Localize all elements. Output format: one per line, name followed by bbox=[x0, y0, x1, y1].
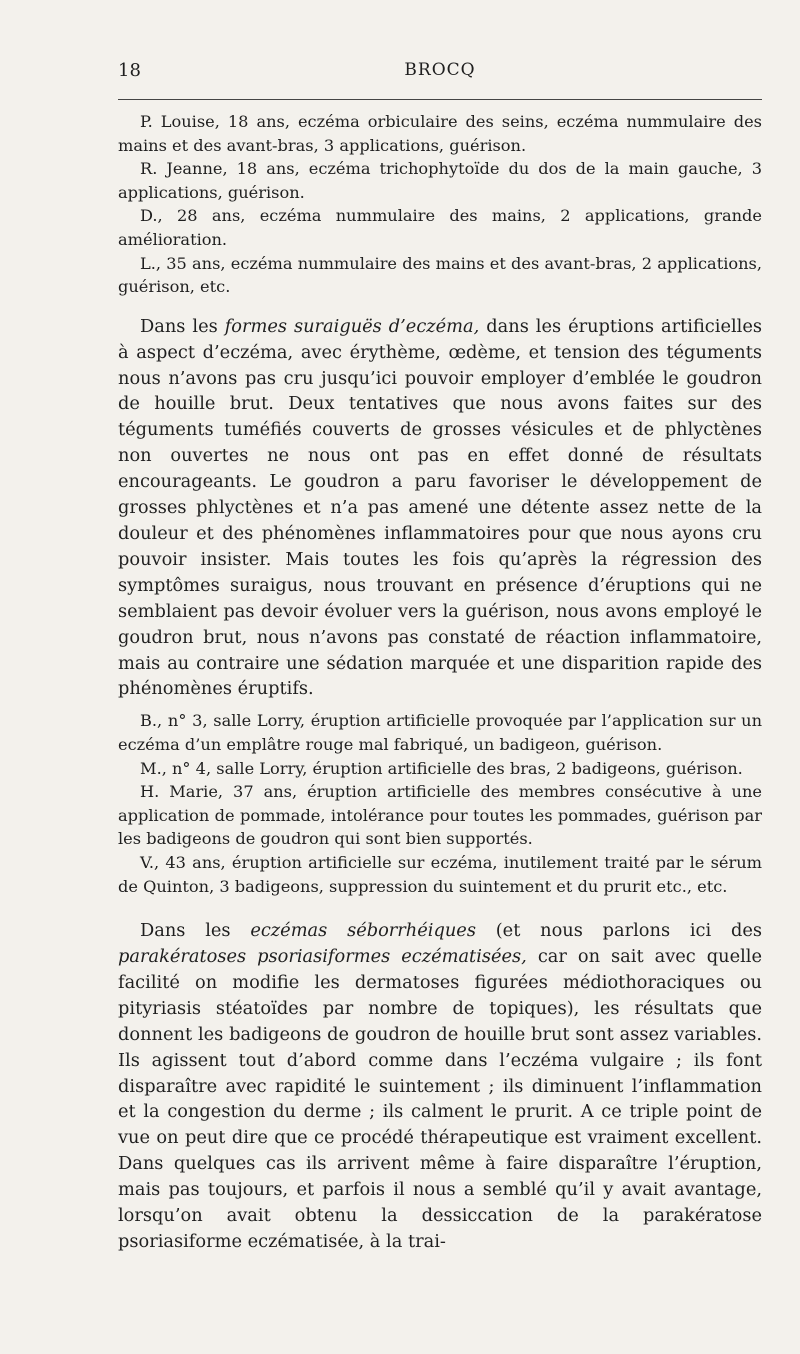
text-run: Dans les bbox=[140, 315, 225, 337]
text-run: (et nous parlons ici des bbox=[475, 920, 762, 942]
case-entry: R. Jeanne, 18 ans, eczéma trichophytoïde du dos de la main gauche, 3 applications, guérison. bbox=[118, 159, 762, 202]
case-entry: L., 35 ans, eczéma nummulaire des mains et des avant-bras, 2 applications, guérison, etc. bbox=[118, 253, 762, 297]
italic-term: formes suraiguës d’eczéma, bbox=[224, 315, 480, 337]
text-run: car on sait avec quelle facilité on modifie les dermatoses figurées médiothoraciques ou pityriasis stéatoïdes par nombre de topiques), les résultats que donnent les badigeons de goudron de houille brut sont assez variables. Ils agissent tout d’abord comme dans l’eczéma vulgaire ; ils font disparaître avec rapidité le suintement ; ils diminuent l’inflammation et la congestion du derme ; ils calment le prurit. A ce triple point de vue on peut dire que ce procédé thérapeutique est vraiment excellent. Dans quelques cas ils arrivent même à faire disparaître l’éruption, mais pas toujours, et parfois il nous a semblé qu’il y avait avantage, lorsqu’on avait obtenu la dessiccation de la parakératose psoriasiforme eczématisée, à la trai- bbox=[118, 946, 763, 1252]
case-entry: P. Louise, 18 ans, eczéma orbiculaire des seins, eczéma nummulaire des mains et des avant-bras, 3 applications, guérison. bbox=[118, 112, 762, 155]
case-entry: H. Marie, 37 ans, éruption artificielle des membres consécutive à une application de pommade, intolérance pour toutes les pommades, guérison par les badigeons de goudron qui sont bien supportés. bbox=[118, 782, 762, 849]
page-number: 18 bbox=[118, 60, 141, 81]
text-run: dans les éruptions artificielles à aspect d’eczéma, avec érythème, œdème, et tension des téguments nous n’avons pas cru jusqu’ici pouvoir employer d’emblée le goudron de houille brut. Deux tentatives que nous avons faites sur des téguments tuméfiés couverts de grosses vésicules et de phlyctènes non ouvertes ne nous ont pas en effet donné de résultats encourageants. Le goudron a paru favoriser le développement de grosses phlyctènes et n’a pas amené une détente assez nette de la douleur et des phénomènes inflammatoires pour que nous ayons cru pouvoir insister. Mais toutes les fois qu’après la régression des symptômes suraigus, nous trouvant en présence d’éruptions qui ne semblaient pas devoir évoluer vers la guérison, nous avons employé le goudron brut, nous n’avons pas constaté de réaction inflammatoire, mais au contraire une sédation marquée et une disparition rapide des phénomènes éruptifs. bbox=[118, 315, 762, 700]
case-entry: V., 43 ans, éruption artificielle sur eczéma, inutilement traité par le sérum de Quinton, 3 badigeons, suppression du suintement et du prurit etc., etc. bbox=[118, 852, 762, 896]
case-entry: D., 28 ans, eczéma nummulaire des mains, 2 applications, grande amélioration. bbox=[118, 206, 762, 249]
italic-term: parakératoses psoriasiformes eczématisées, bbox=[118, 946, 527, 967]
text-run: Dans les bbox=[140, 920, 251, 942]
paragraph-seborrheiques bbox=[118, 918, 762, 1255]
case-list-1 bbox=[118, 110, 762, 299]
case-entry: B., n° 3, salle Lorry, éruption artificielle provoquée par l’application sur un eczéma d’un emplâtre rouge mal fabriqué, un badigeon, guérison. bbox=[118, 711, 762, 754]
case-entry: M., n° 4, salle Lorry, éruption artificielle des bras, 2 badigeons, guérison. bbox=[140, 758, 743, 778]
body-paragraph bbox=[118, 918, 762, 1255]
italic-term: eczémas séborrhéiques bbox=[250, 920, 476, 942]
running-title: BROCQ bbox=[404, 60, 476, 80]
case-list-2 bbox=[118, 709, 762, 898]
header-rule bbox=[118, 99, 762, 100]
body-paragraph bbox=[118, 314, 762, 703]
page-header bbox=[118, 58, 762, 88]
paragraph-suraigues bbox=[118, 314, 762, 703]
page-body bbox=[118, 110, 762, 1255]
